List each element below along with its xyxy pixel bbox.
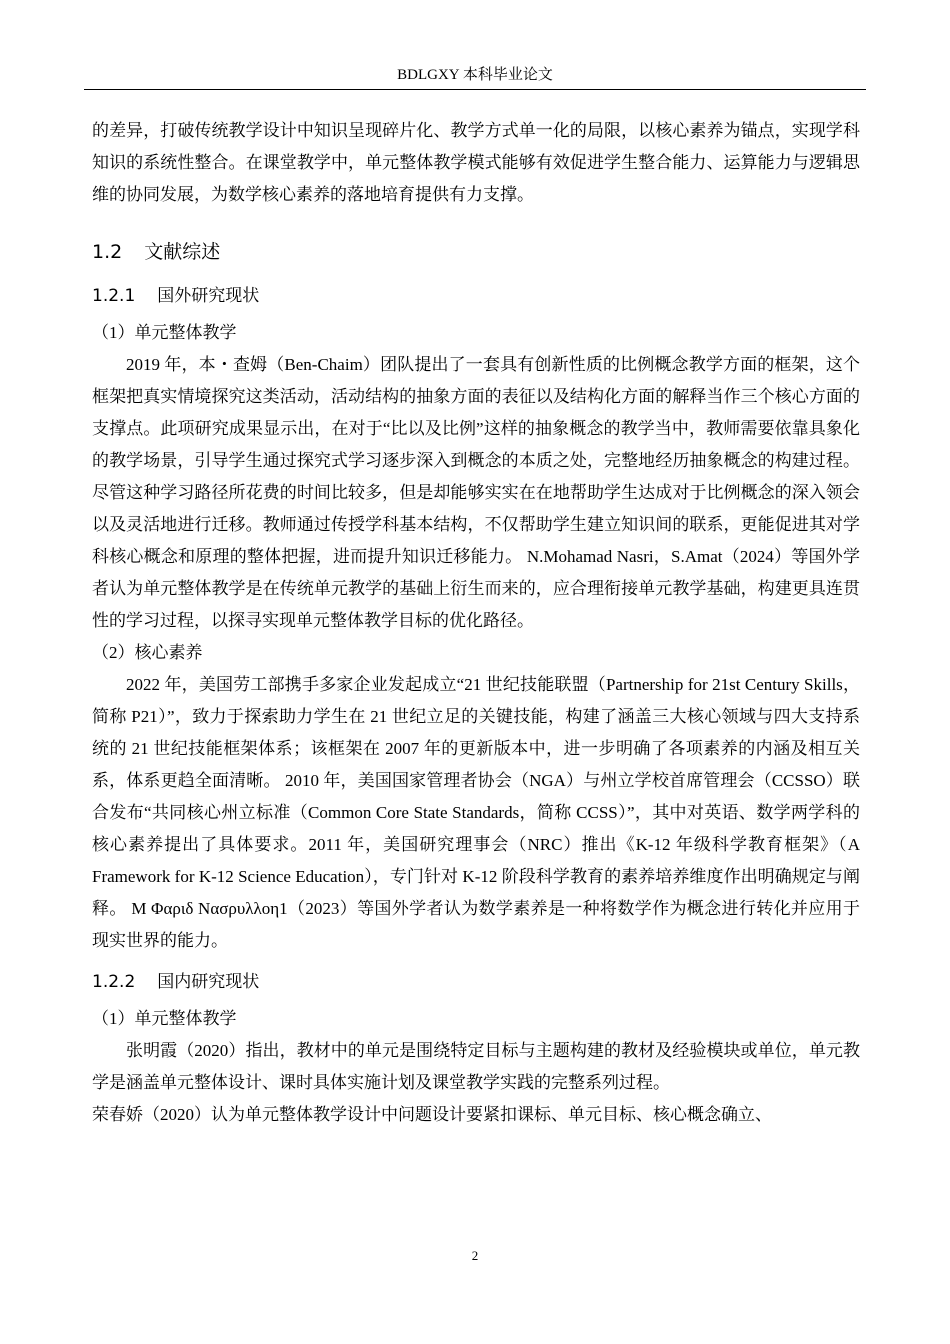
header-rule: [84, 89, 866, 90]
topic-label: （2）核心素养: [92, 643, 203, 662]
subsection-title: 国内研究现状: [157, 972, 260, 992]
body-paragraph: 张明霞（2020）指出，教材中的单元是围绕特定目标与主题构建的教材及经验模块或单位，单元教学是涵盖单元整体设计、课时具体实施计划及课堂教学实践的完整系列过程。: [92, 1041, 860, 1092]
page-number: 2: [471, 1248, 479, 1263]
subsection-heading-1-2-2: [92, 967, 860, 997]
body-paragraph: 2022 年，美国劳工部携手多家企业发起成立“21 世纪技能联盟（Partnership for 21st Century Skills，简称 P21）”，致力于探索助力学生在 21 世纪立足的关键技能，构建了涵盖三大核心领域与四大支持系统的 21 世纪技能框架体系；该框架在 2007 年的更新版本中，进一步明确了各项素养的内涵及相互关系，体系更趋全面清晰。 2010 年，美国国家管理者协会（NGA）与州立学校首席管理会（CCSSO）联合发布“共同核心州立标准（Common Core State Standards，简称 CCSS）”，其中对英语、数学两学科的核心素养提出了具体要求。2011 年，美国研究理事会（NRC）推出《K-12 年级科学教育框架》（A Framework for K-12 Science Education），专门针对 K-12 阶段科学教育的素养培养维度作出明确规定与阐释。 Μ Φαριδ Νασρυλλοη1（2023）等国外学者认为数学素养是一种将数学作为概念进行转化并应用于现实世界的能力。: [92, 675, 860, 950]
subsection-title: 国外研究现状: [157, 286, 260, 306]
topic-label: （1）单元整体教学: [92, 323, 237, 342]
topic-label: （1）单元整体教学: [92, 1009, 237, 1028]
page-body: [92, 115, 860, 1131]
subsection-heading-1-2-1: [92, 281, 860, 311]
body-paragraph: 2019 年，本・查姆（Ben-Chaim）团队提出了一套具有创新性质的比例概念教学方面的框架，这个框架把真实情境探究这类活动，活动结构的抽象方面的表征以及结构化方面的解释当作三个核心方面的支撑点。此项研究成果显示出，在对于“比以及比例”这样的抽象概念的教学当中，教师需要依靠具象化的教学场景，引导学生通过探究式学习逐步深入到概念的本质之处，完整地经历抽象概念的构建过程。尽管这种学习路径所花费的时间比较多，但是却能够实实在在地帮助学生达成对于比例概念的深入领会以及灵活地进行迁移。教师通过传授学科基本结构，不仅帮助学生建立知识间的联系，更能促进其对学科核心概念和原理的整体把握，进而提升知识迁移能力。 N.Mohamad Nasri，S.Amat（2024）等国外学者认为单元整体教学是在传统单元教学的基础上衍生而来的，应合理衔接单元教学基础，构建更具连贯性的学习过程，以探寻实现单元整体教学目标的优化路径。: [92, 355, 860, 630]
body-paragraph: 荣春娇（2020）认为单元整体教学设计中问题设计要紧扣课标、单元目标、核心概念确立、: [92, 1105, 772, 1124]
running-header: BDLGXY 本科毕业论文: [397, 67, 553, 83]
subsection-number: 1.2.2: [92, 972, 136, 992]
section-heading-1-2: [92, 237, 860, 267]
section-number: 1.2: [92, 241, 123, 263]
intro-paragraph: 的差异，打破传统教学设计中知识呈现碎片化、教学方式单一化的局限，以核心素养为锚点，实现学科知识的系统性整合。在课堂教学中，单元整体教学模式能够有效促进学生整合能力、运算能力与逻辑思维的协同发展，为数学核心素养的落地培育提供有力支撑。: [92, 121, 860, 204]
subsection-number: 1.2.1: [92, 286, 136, 306]
section-title: 文献综述: [144, 241, 221, 263]
